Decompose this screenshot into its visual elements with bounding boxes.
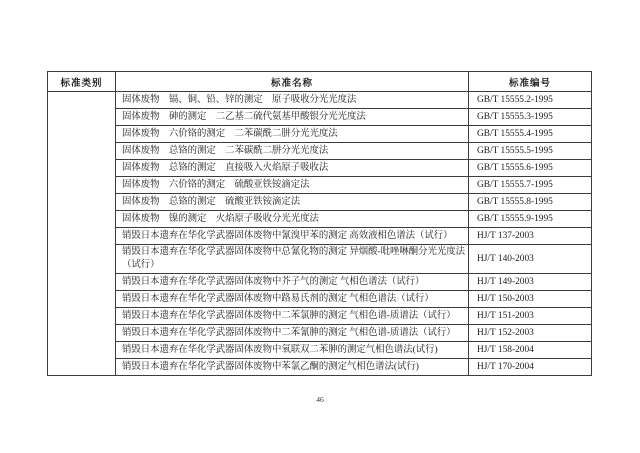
- standard-code-cell: GB/T 15555.3-1995: [469, 109, 592, 126]
- standard-code-cell: HJ/T 170-2004: [469, 359, 592, 376]
- standards-table: [47, 71, 592, 376]
- standard-name-cell: 销毁日本遗弃在华化学武器固体废物中总氰化物的测定 异烟酸-吡唑啉酮分光光度法（试行）: [116, 245, 469, 274]
- table-row: [48, 245, 592, 274]
- table-row: [48, 291, 592, 308]
- standard-code-cell: GB/T 15555.6-1995: [469, 160, 592, 177]
- standard-code-cell: GB/T 15555.8-1995: [469, 194, 592, 211]
- standard-name-cell: 固体废物 砷的测定 二乙基二硫代氨基甲酸银分光光度法: [116, 109, 469, 126]
- category-cell: [48, 92, 116, 376]
- standard-code-cell: GB/T 15555.5-1995: [469, 143, 592, 160]
- standard-code-cell: GB/T 15555.4-1995: [469, 126, 592, 143]
- standard-code-cell: HJ/T 150-2003: [469, 291, 592, 308]
- standard-name-cell: 销毁日本遗弃在华化学武器固体废物中路易氏剂的测定 气相色谱法（试行）: [116, 291, 469, 308]
- table-row: [48, 109, 592, 126]
- table-row: [48, 342, 592, 359]
- standard-code-cell: HJ/T 149-2003: [469, 274, 592, 291]
- col-header-code: 标准编号: [469, 72, 592, 92]
- standard-name-cell: 销毁日本遗弃在华化学武器固体废物中二苯氯胂的测定 气相色谱-质谱法（试行）: [116, 308, 469, 325]
- standard-code-cell: GB/T 15555.2-1995: [469, 92, 592, 109]
- table-row: [48, 228, 592, 245]
- standard-code-cell: HJ/T 158-2004: [469, 342, 592, 359]
- table-row: [48, 359, 592, 376]
- standard-name-cell: 固体废物 镉、铜、铅、锌的测定 原子吸收分光光度法: [116, 92, 469, 109]
- table-row: [48, 325, 592, 342]
- table-row: [48, 274, 592, 291]
- standard-name-cell: 固体废物 总铬的测定 硫酸亚铁铵滴定法: [116, 194, 469, 211]
- standard-name-cell: 销毁日本遗弃在华化学武器固体废物中二苯氰胂的测定 气相色谱-质谱法（试行）: [116, 325, 469, 342]
- header-row: [48, 72, 592, 92]
- table-row: [48, 211, 592, 228]
- table-row: [48, 92, 592, 109]
- table-row: [48, 126, 592, 143]
- table-row: [48, 308, 592, 325]
- standard-name-cell: 固体废物 镍的测定 火焰原子吸收分光光度法: [116, 211, 469, 228]
- page-number: 46: [316, 395, 324, 404]
- table-row: [48, 177, 592, 194]
- col-header-name: 标准名称: [116, 72, 469, 92]
- standard-code-cell: HJ/T 137-2003: [469, 228, 592, 245]
- table-row: [48, 194, 592, 211]
- standard-name-cell: 固体废物 六价铬的测定 二苯碳酰二肼分光光度法: [116, 126, 469, 143]
- standard-name-cell: 销毁日本遗弃在华化学武器固体废物中芥子气的测定 气相色谱法（试行）: [116, 274, 469, 291]
- standard-name-cell: 销毁日本遗弃在华化学武器固体废物中氧联双二苯胂的测定气相色谱法(试行): [116, 342, 469, 359]
- standard-code-cell: GB/T 15555.7-1995: [469, 177, 592, 194]
- standard-code-cell: GB/T 15555.9-1995: [469, 211, 592, 228]
- standard-name-cell: 固体废物 总铬的测定 二苯碳酰二肼分光光度法: [116, 143, 469, 160]
- standard-code-cell: HJ/T 151-2003: [469, 308, 592, 325]
- table-row: [48, 143, 592, 160]
- standard-name-cell: 固体废物 总铬的测定 直接吸入火焰原子吸收法: [116, 160, 469, 177]
- standard-code-cell: HJ/T 140-2003: [469, 245, 592, 274]
- standard-code-cell: HJ/T 152-2003: [469, 325, 592, 342]
- standard-name-cell: 销毁日本遗弃在华化学武器固体废物中苯氯乙酮的测定气相色谱法(试行): [116, 359, 469, 376]
- table-row: [48, 160, 592, 177]
- standard-name-cell: 销毁日本遗弃在华化学武器固体废物中氰溴甲苯的测定 高效液相色谱法（试行）: [116, 228, 469, 245]
- col-header-category: 标准类别: [48, 72, 116, 92]
- standard-name-cell: 固体废物 六价铬的测定 硫酸亚铁铵滴定法: [116, 177, 469, 194]
